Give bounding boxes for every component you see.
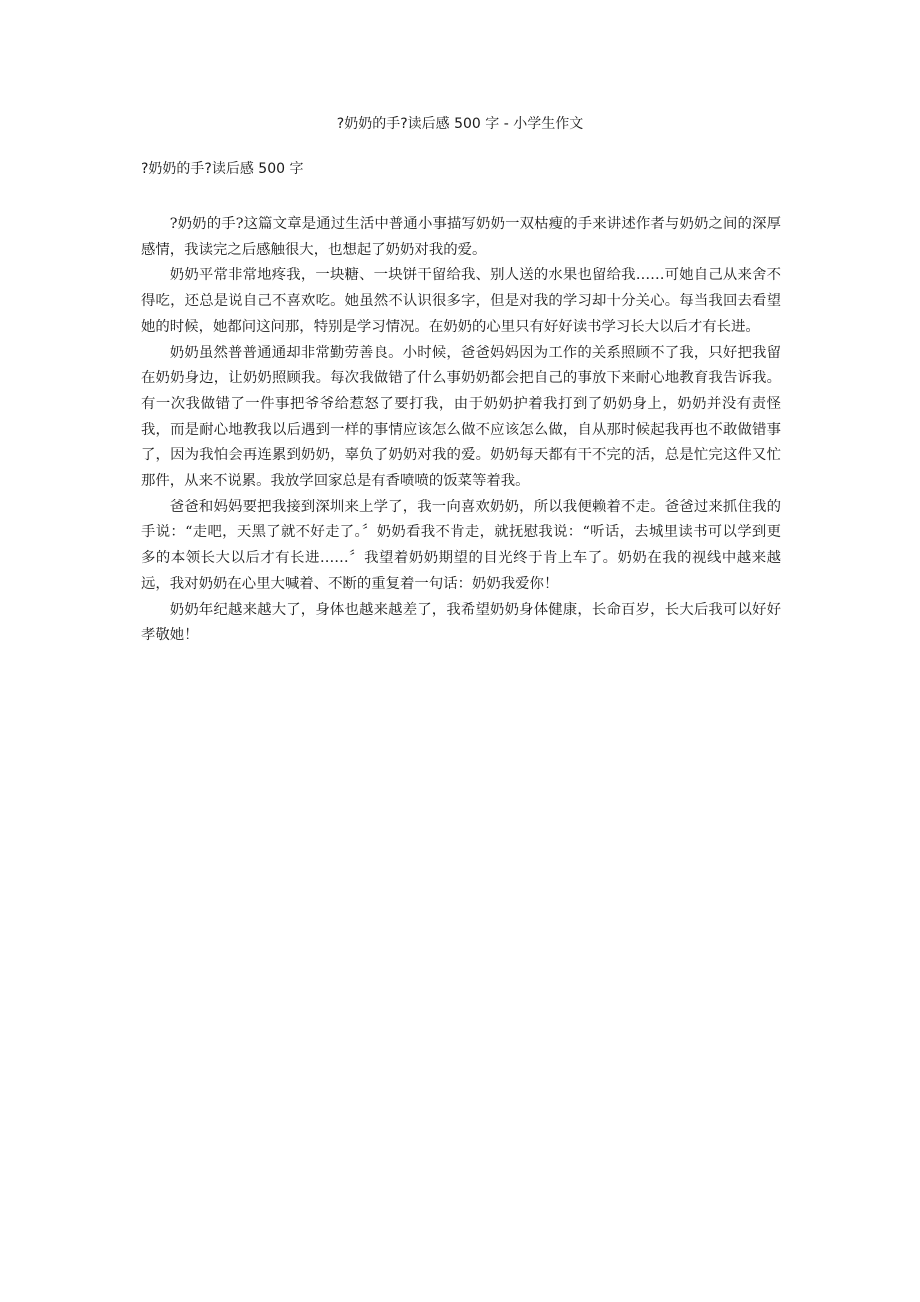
document-title: ?奶奶的手?读后感 500 字 - 小学生作文 xyxy=(336,116,584,132)
body-paragraph: 爸爸和妈妈要把我接到深圳来上学了，我一向喜欢奶奶，所以我便赖着不走。爸爸过来抓住我的手说：“走吧，天黑了就不好走了。〞奶奶看我不肯走，就抚慰我说：“听话，去城里读书可以学到更多的本领长大以后才有长进……〞我望着奶奶期望的目光终于肯上车了。奶奶在我的视线中越来越远，我对奶奶在心里大喊着、不断的重复着一句话：奶奶我爱你！ xyxy=(141,498,781,592)
document-body xyxy=(141,212,781,649)
body-paragraph: ?奶奶的手?这篇文章是通过生活中普通小事描写奶奶一双枯瘦的手来讲述作者与奶奶之间的深厚感情，我读完之后感触很大，也想起了奶奶对我的爱。 xyxy=(141,216,781,258)
body-paragraph: 奶奶平常非常地疼我，一块糖、一块饼干留给我、别人送的水果也留给我……可她自己从来舍不得吃，还总是说自己不喜欢吃。她虽然不认识很多字，但是对我的学习却十分关心。每当我回去看望她的时候，她都问这问那，特别是学习情况。在奶奶的心里只有好好读书学习长大以后才有长进。 xyxy=(141,267,781,335)
body-paragraph: 奶奶虽然普普通通却非常勤劳善良。小时候，爸爸妈妈因为工作的关系照顾不了我，只好把我留在奶奶身边，让奶奶照顾我。每次我做错了什么事奶奶都会把自己的事放下来耐心地教育我告诉我。有一次我做错了一件事把爷爷给惹怒了要打我，由于奶奶护着我打到了奶奶身上，奶奶并没有责怪我，而是耐心地教我以后遇到一样的事情应该怎么做不应该怎么做，自从那时候起我再也不敢做错事了，因为我怕会再连累到奶奶，辜负了奶奶对我的爱。奶奶每天都有干不完的活，总是忙完这件又忙那件，从来不说累。我放学回家总是有香喷喷的饭菜等着我。 xyxy=(141,344,781,490)
body-paragraph: 奶奶年纪越来越大了，身体也越来越差了，我希望奶奶身体健康，长命百岁，长大后我可以好好孝敬她！ xyxy=(141,601,781,644)
document-subtitle: ?奶奶的手?读后感 500 字 xyxy=(141,161,304,177)
